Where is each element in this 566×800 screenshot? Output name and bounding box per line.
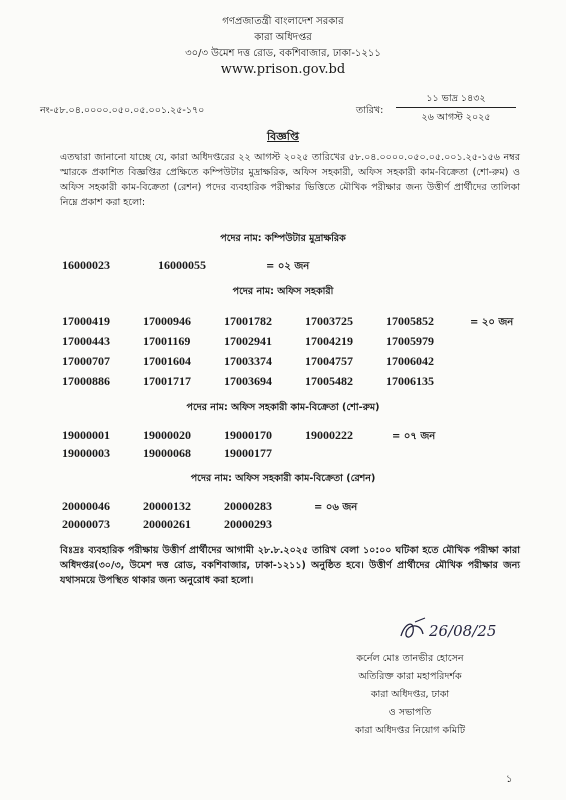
roll-number: 17005482 <box>305 374 353 388</box>
roll-number: 17000443 <box>62 334 110 348</box>
department-name: কারা অধিদপ্তর <box>254 32 312 43</box>
roll-number: 17000707 <box>62 354 110 368</box>
roll-number: 17001169 <box>143 334 191 348</box>
roll-number: 17001717 <box>143 374 191 388</box>
note-paragraph: বিঃদ্রঃ ব্যবহারিক পরীক্ষায় উত্তীর্ণ প্রার্থীদের আগামী ২৮.৮.২০২৫ তারিখ বেলা ১০:০০ ঘটিকা হতে মৌখিক পরীক্ষা কারা অধিদপ্তর(৩০/৩, উমেশ দত্ত রোড, বকশিবাজার, ঢাকা-১২১১) অনুষ্ঠিত হবে। উত্তীর্ণ প্রার্থীদের মৌখিক পরীক্ষার জন্য যথাসময়ে উপস্থিত থাকার জন্য অনুরোধ করা হলো। <box>60 545 520 586</box>
roll-number: 16000055 <box>158 258 206 272</box>
roll-number: 20000293 <box>224 517 272 531</box>
roll-number: 17000419 <box>62 314 110 328</box>
handwritten-signature <box>395 612 515 648</box>
roll-number: 17006135 <box>386 374 434 388</box>
roll-number: 19000177 <box>224 446 272 460</box>
post-heading-computer-typist: পদের নাম: কম্পিউটার মুদ্রাক্ষরিক <box>220 233 346 244</box>
roll-number: 17005979 <box>386 334 434 348</box>
roll-number: 19000020 <box>143 428 191 442</box>
roll-number: 19000170 <box>224 428 272 442</box>
post-heading-showroom: পদের নাম: অফিস সহকারী কাম-বিক্রেতা (শো-রুম) <box>186 402 380 413</box>
roll-number: 17003725 <box>305 314 353 328</box>
signature-date: 26/08/25 <box>429 622 497 640</box>
roll-number: 17005852 <box>386 314 434 328</box>
date-gregorian: ২৬ আগস্ট ২০২৫ <box>421 112 491 123</box>
post-heading-office-assistant: পদের নাম: অফিস সহকারী <box>232 286 334 297</box>
post-heading-ration: পদের নাম: অফিস সহকারী কাম-বিক্রেতা (রেশন) <box>190 473 376 484</box>
date-bangla: ১১ ভাদ্র ১৪৩২ <box>396 92 516 108</box>
website: www.prison.gov.bd <box>220 62 346 77</box>
roll-number: 20000261 <box>143 517 191 531</box>
roll-number: 19000068 <box>143 446 191 460</box>
roll-number: 20000132 <box>143 499 191 513</box>
page-number: ১ <box>506 774 513 785</box>
roll-number: 17004219 <box>305 334 353 348</box>
roll-number: 17002941 <box>224 334 272 348</box>
count-showroom: = ০৭ জন <box>392 431 436 442</box>
roll-number: 19000001 <box>62 428 110 442</box>
notice-title: বিজ্ঞপ্তি <box>267 130 299 143</box>
roll-number: 17003374 <box>224 354 272 368</box>
intro-paragraph: এতদ্বারা জানানো যাচ্ছে যে, কারা অধিদপ্তরের ২২ আগস্ট ২০২৫ তারিখের ৫৮.০৪.০০০০.০৫০.০৫.০০১.২৫-১৫৬ নম্বর স্মারকে প্রকাশিত বিজ্ঞপ্তির প্রেক্ষিতে কম্পিউটার মুদ্রাক্ষরিক, অফিস সহকারী, অফিস সহকারী কাম-বিক্রেতা (শো-রুম) ও অফিস সহকারী কাম-বিক্রেতা (রেশন) পদের ব্যবহারিক পরীক্ষার ভিত্তিতে মৌখিক পরীক্ষার জন্য উত্তীর্ণ প্রার্থীদের তালিকা নিম্নে প্রকাশ করা হলো: <box>60 152 520 208</box>
roll-number: 16000023 <box>62 258 110 272</box>
count-ration: = ০৬ জন <box>314 502 358 513</box>
roll-number: 19000222 <box>305 428 353 442</box>
roll-number: 20000283 <box>224 499 272 513</box>
department-address: ৩০/৩ উমেশ দত্ত রোড, বকশিবাজার, ঢাকা-১২১১ <box>185 48 381 59</box>
date-label: তারিখ: <box>356 105 384 116</box>
roll-number: 17000946 <box>143 314 191 328</box>
count-computer-typist: = ০২ জন <box>266 261 310 272</box>
roll-number: 17003694 <box>224 374 272 388</box>
signatory-office: কারা অধিদপ্তর, ঢাকা <box>370 689 450 700</box>
signatory-role-and: ও সভাপতি <box>388 707 432 718</box>
memo-number: নং-৫৮.০৪.০০০০.০৫০.০৫.০০১.২৫-১৭০ <box>40 105 205 116</box>
roll-number: 17000886 <box>62 374 110 388</box>
roll-number: 17006042 <box>386 354 434 368</box>
govt-name: গণপ্রজাতন্ত্রী বাংলাদেশ সরকার <box>222 16 344 27</box>
count-office-assistant: = ২০ জন <box>470 317 514 328</box>
signatory-name: কর্নেল মোঃ তানভীর হোসেন <box>356 653 464 664</box>
roll-number: 19000003 <box>62 446 110 460</box>
roll-number: 20000046 <box>62 499 110 513</box>
signatory-committee: কারা অধিদপ্তর নিয়োগ কমিটি <box>354 725 466 736</box>
roll-number: 20000073 <box>62 517 110 531</box>
roll-number: 17004757 <box>305 354 353 368</box>
roll-number: 17001782 <box>224 314 272 328</box>
roll-number: 17001604 <box>143 354 191 368</box>
signatory-designation: অতিরিক্ত কারা মহাপরিদর্শক <box>358 671 462 682</box>
